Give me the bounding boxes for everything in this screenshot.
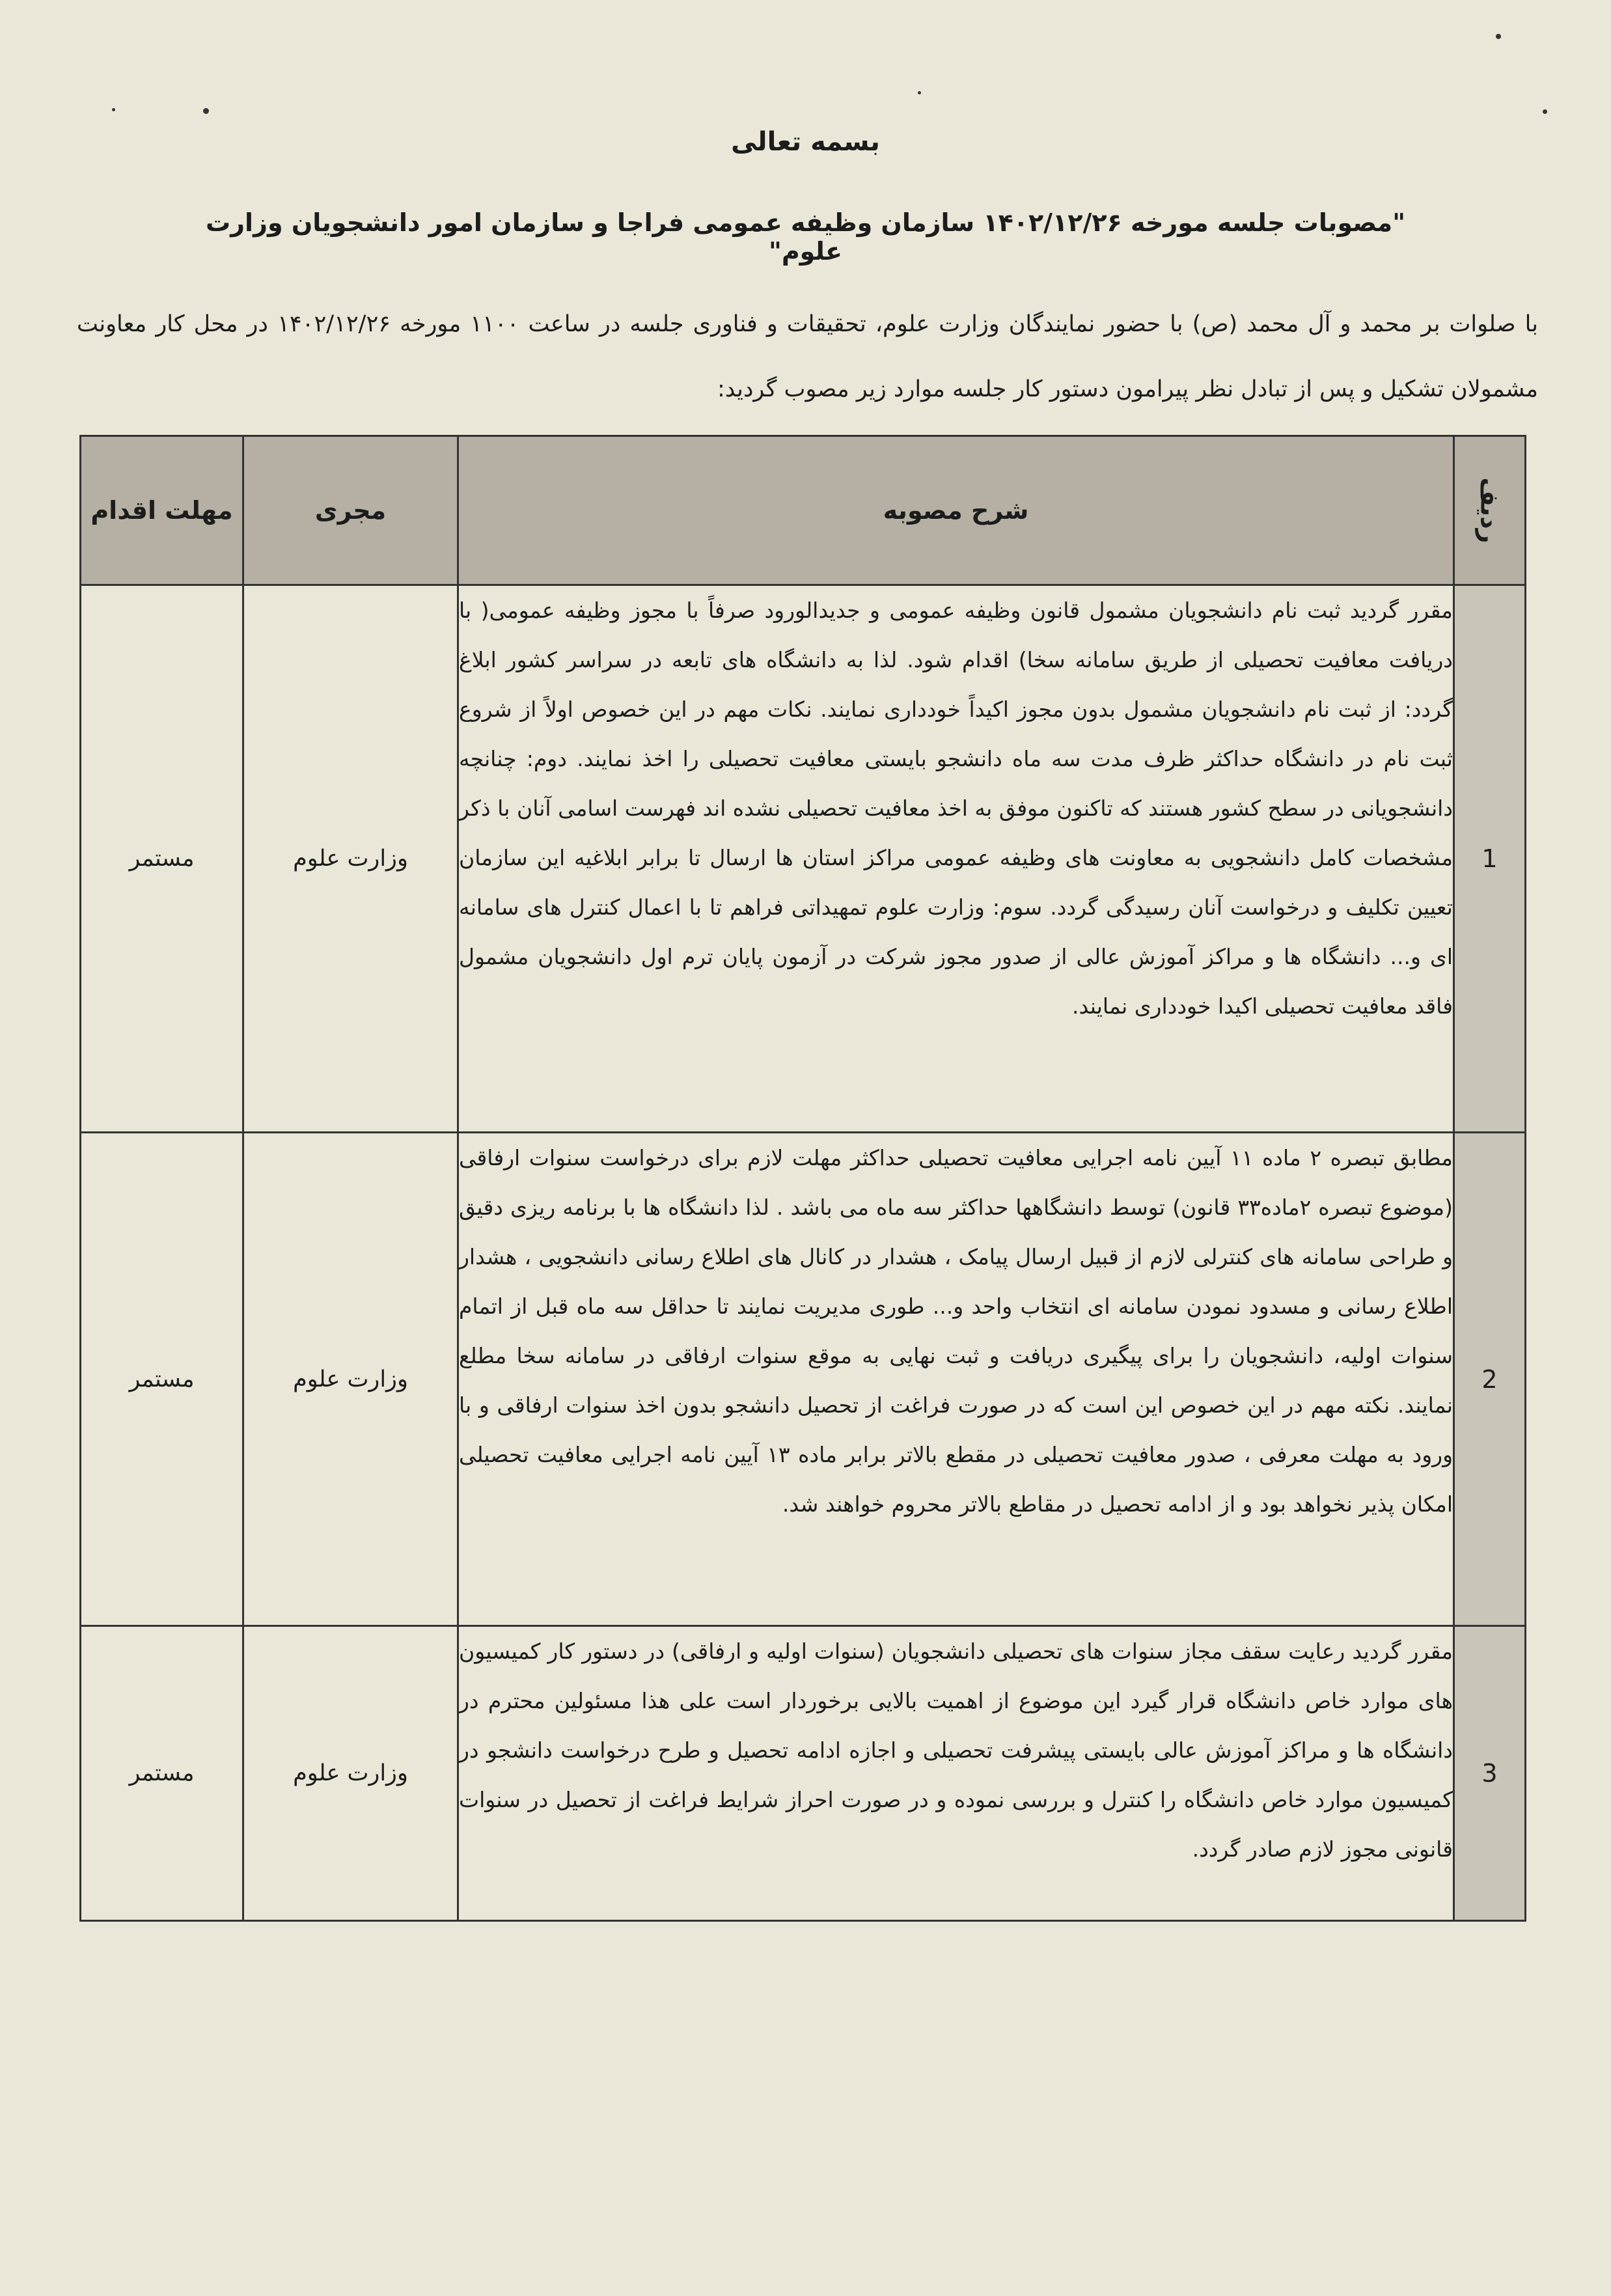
row-number: 3 — [1454, 1626, 1526, 1921]
row-description: مقرر گردید ثبت نام دانشجویان مشمول قانون وظیفه عمومی و جدیدالورود صرفاً با مجوز وظیفه عمومی( با دریافت معافیت تحصیلی از طریق سامانه سخا) اقدام شود. لذا به دانشگاه های تابعه در سراسر کشور ابلاغ گردد: از ثبت نام دانشجویان مشمول بدون مجوز اکیداً خودداری نمایند. نکات مهم در این خصوص اولاً از شروع ثبت نام در دانشگاه حداکثر ظرف مدت سه ماه دانشجو بایستی معافیت تحصیلی را اخذ نمایند. دوم: چنانچه دانشجویانی در سطح کشور هستند که تاکنون موفق به اخذ معافیت تحصیلی نشده اند فهرست اسامی آنان با ذکر مشخصات کامل دانشجویی به معاونت های وظیفه عمومی مراکز استان ها ارسال تا برابر ابلاغیه این سازمان تعیین تکلیف و درخواست آنان رسیدگی گردد. سوم: وزارت علوم تمهیداتی فراهم تا با اعمال کنترل های سامانه ای و... دانشگاه ها و مراکز آموزش عالی از صدور مجوز شرکت در آزمون پایان ترم اول دانشجویان مشمول فاقد معافیت تحصیلی اکیدا خودداری نمایند. — [458, 585, 1454, 1133]
row-executor: وزارت علوم — [243, 1133, 458, 1626]
row-description: مقرر گردید رعایت سقف مجاز سنوات های تحصیلی دانشجویان (سنوات اولیه و ارفاقی) در دستور کار کمیسیون های موارد خاص دانشگاه قرار گیرد این موضوع از اهمیت بالایی برخوردار است علی هذا مسئولین محترم در دانشگاه ها و مراکز آموزش عالی بایستی پیشرفت تحصیلی و اجازه ادامه تحصیل و طرح درخواست دانشجو در کمیسیون موارد خاص دانشگاه را کنترل و بررسی نموده و در صورت احراز شرایط فراغت از تحصیل در سنوات قانونی مجوز لازم صادر گردد. — [458, 1626, 1454, 1921]
table-row — [81, 1133, 1526, 1626]
document-title: "مصوبات جلسه مورخه ۱۴۰۲/۱۲/۲۶ سازمان وظیفه عمومی فراجا و سازمان امور دانشجویان وزارت علوم" — [206, 208, 1405, 266]
scan-speck — [112, 108, 115, 111]
scan-speck — [918, 91, 921, 94]
row-deadline: مستمر — [81, 1133, 243, 1626]
row-description: مطابق تبصره ۲ ماده ۱۱ آیین نامه اجرایی معافیت تحصیلی حداکثر مهلت لازم برای درخواست سنوات ارفاقی (موضوع تبصره ۲ماده۳۳ قانون) توسط دانشگاهها حداکثر سه ماه می باشد . لذا دانشگاه ها با برنامه ریزی دقیق و طراحی سامانه های کنترلی لازم از قبیل ارسال پیامک ، هشدار در کانال های اطلاع رسانی دانشجویی ، هشدار اطلاع رسانی و مسدود نمودن سامانه ای انتخاب واحد و... طوری مدیریت نمایند تا حداقل سه ماه قبل از اتمام سنوات اولیه، دانشجویان را برای پیگیری دریافت و ثبت نهایی به موقع سنوات ارفاقی در سامانه سخا مطلع نمایند. نکته مهم در این خصوص این است که در صورت فراغت از تحصیل دانشجو بدون اخذ سنوات ارفاقی و با ورود به مهلت معرفی ، صدور معافیت تحصیلی در مقطع بالاتر برابر ماده ۱۳ آیین نامه اجرایی معافیت تحصیلی امکان پذیر نخواهد بود و از ادامه تحصیل در مقاطع بالاتر محروم خواهند شد. — [458, 1133, 1454, 1626]
row-executor: وزارت علوم — [243, 585, 458, 1133]
header-row-number: ردیف — [1454, 436, 1526, 585]
header-executor: مجری — [243, 436, 458, 585]
scan-speck — [203, 108, 209, 114]
intro-paragraph: با صلوات بر محمد و آل محمد (ص) با حضور نمایندگان وزارت علوم، تحقیقات و فناوری جلسه در ساعت ۱۱۰۰ مورخه ۱۴۰۲/۱۲/۲۶ در محل کار معاونت مشمولان تشکیل و پس از تبادل نظر پیرامون دستور کار جلسه موارد زیر مصوب گردید: — [77, 311, 1538, 402]
row-deadline: مستمر — [81, 585, 243, 1133]
scan-speck — [1543, 109, 1547, 114]
table-header-row — [81, 436, 1526, 585]
header-deadline: مهلت اقدام — [81, 436, 243, 585]
table-row — [81, 1626, 1526, 1921]
row-number: 2 — [1454, 1133, 1526, 1626]
row-number: 1 — [1454, 585, 1526, 1133]
scan-speck — [1496, 34, 1501, 39]
row-deadline: مستمر — [81, 1626, 243, 1921]
row-executor: وزارت علوم — [243, 1626, 458, 1921]
table-row — [81, 585, 1526, 1133]
document-heading: بسمه تعالی — [731, 127, 880, 157]
header-description: شرح مصوبه — [458, 436, 1454, 585]
resolutions-table — [79, 435, 1526, 1922]
